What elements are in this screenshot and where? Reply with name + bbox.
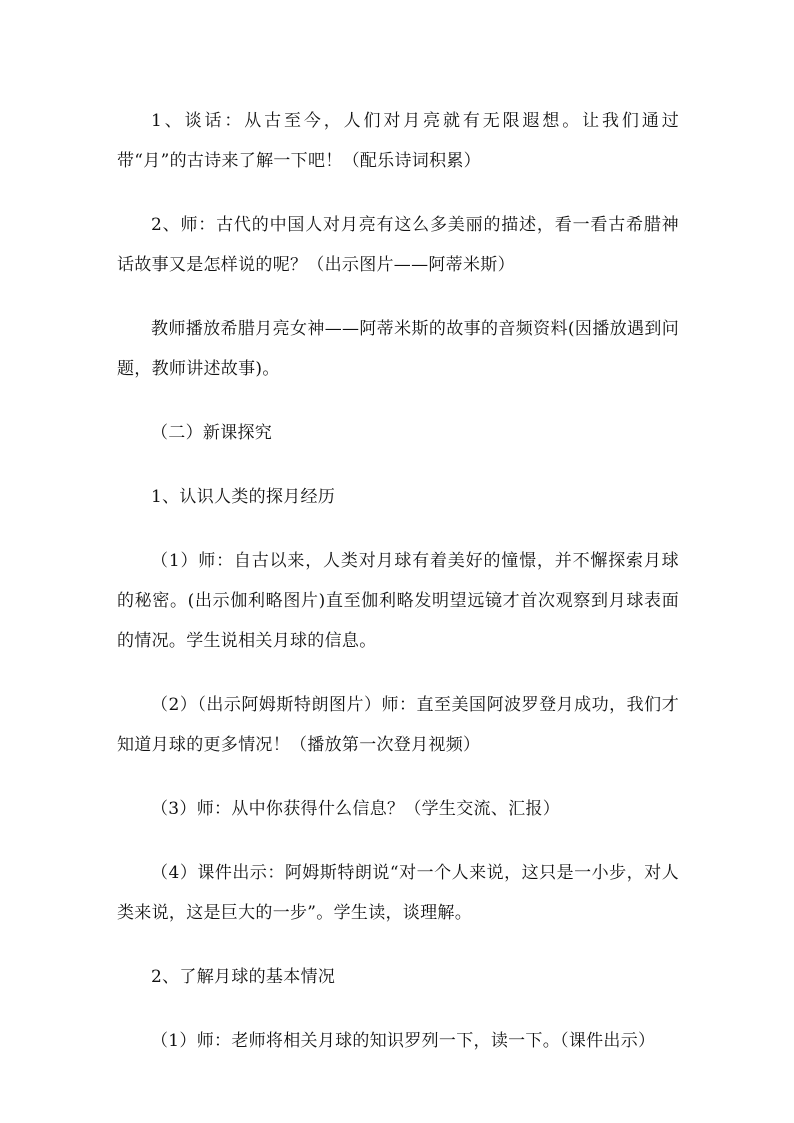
subheading-moon-basics: 2、了解月球的基本情况	[151, 967, 336, 987]
paragraph-armstrong-quote: （4）课件出示：阿姆斯特朗说“对一个人来说，这只是一小步，对人类来说，这是巨大的一步”。学生读，谈理解。	[117, 863, 679, 923]
paragraph-information-exchange: （3）师：从中你获得什么信息？（学生交流、汇报）	[151, 799, 561, 819]
paragraph-talk-intro: 1、谈话：从古至今，人们对月亮就有无限遐想。让我们通过带“月”的古诗来了解一下吧！（配乐诗词积累）	[117, 111, 679, 171]
paragraph-moon-knowledge: （1）师：老师将相关月球的知识罗列一下，读一下。（课件出示）	[151, 1031, 656, 1051]
paragraph-teacher-greek-myth: 2、师：古代的中国人对月亮有这么多美丽的描述，看一看古希腊神话故事又是怎样说的呢？（出示图片——阿蒂米斯）	[117, 215, 679, 275]
section-heading-new-lesson: （二）新课探究	[151, 423, 273, 443]
paragraph-armstrong-apollo: （2）（出示阿姆斯特朗图片）师：直至美国阿波罗登月成功，我们才知道月球的更多情况！（播放第一次登月视频）	[117, 695, 679, 755]
paragraph-galileo: （1）师：自古以来，人类对月球有着美好的憧憬，并不懈探索月球的秘密。(出示伽利略图片)直至伽利略发明望远镜才首次观察到月球表面的情况。学生说相关月球的信息。	[117, 551, 679, 651]
subheading-moon-exploration: 1、认识人类的探月经历	[151, 487, 336, 507]
document-body	[117, 101, 679, 1085]
paragraph-audio-story: 教师播放希腊月亮女神——阿蒂米斯的故事的音频资料(因播放遇到问题，教师讲述故事)。	[117, 319, 679, 379]
